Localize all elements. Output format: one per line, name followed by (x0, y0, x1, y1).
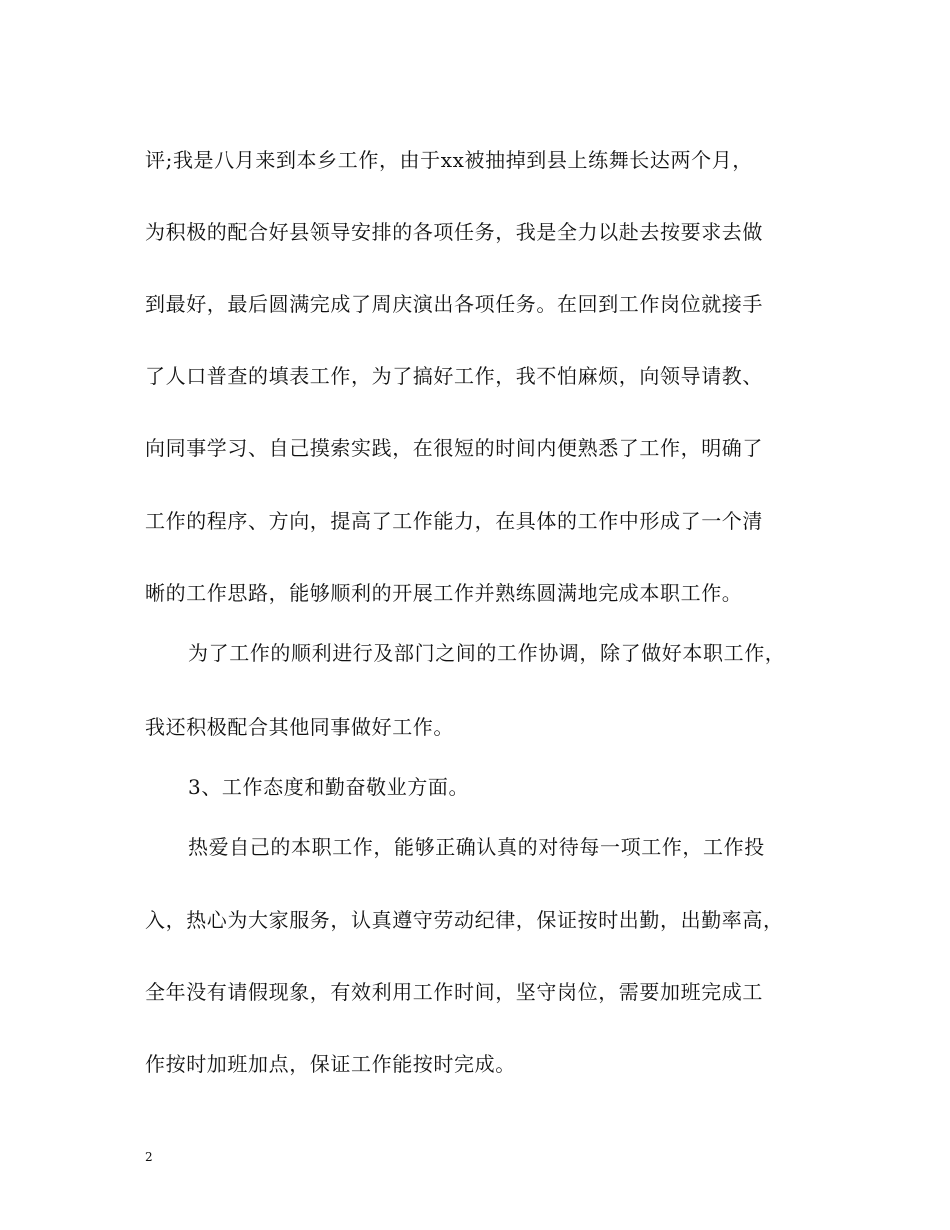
text-line: 全年没有请假现象，有效利用工作时间，坚守岗位，需要加班完成工 (145, 980, 763, 1004)
text-line: 评;我是八月来到本乡工作，由于xx被抽掉到县上练舞长达两个月， (145, 148, 753, 172)
text-line: 了人口普查的填表工作，为了搞好工作，我不怕麻烦，向领导请教、 (145, 364, 763, 388)
text-line: 晰的工作思路，能够顺利的开展工作并熟练圆满地完成本职工作。 (145, 581, 743, 605)
section-heading: 3、工作态度和勤奋敬业方面。 (188, 775, 470, 799)
text-line: 为积极的配合好县领导安排的各项任务，我是全力以赴去按要求去做 (145, 220, 763, 244)
text-line: 到最好，最后圆满完成了周庆演出各项任务。在回到工作岗位就接手 (145, 292, 763, 316)
text-line: 向同事学习、自己摸索实践，在很短的时间内便熟悉了工作，明确了 (145, 436, 763, 460)
paragraph-first-line: 热爱自己的本职工作，能够正确认真的对待每一项工作，工作投 (188, 835, 765, 859)
text-line: 作按时加班加点，保证工作能按时完成。 (145, 1052, 516, 1076)
text-line: 我还积极配合其他同事做好工作。 (145, 715, 454, 739)
text-line: 入，热心为大家服务，认真遵守劳动纪律，保证按时出勤，出勤率高， (145, 908, 784, 932)
text-line: 工作的程序、方向，提高了工作能力，在具体的工作中形成了一个清 (145, 509, 763, 533)
paragraph-first-line: 为了工作的顺利进行及部门之间的工作协调，除了做好本职工作， (188, 641, 786, 665)
page-number: 2 (145, 1150, 153, 1164)
